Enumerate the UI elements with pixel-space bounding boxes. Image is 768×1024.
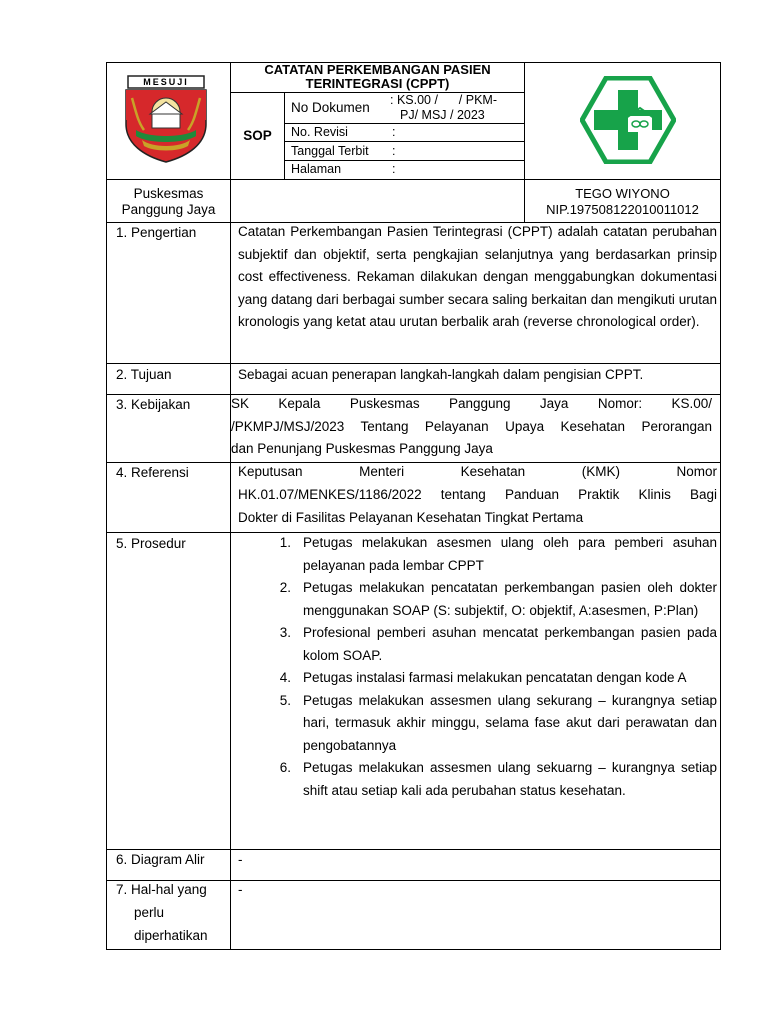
field-sep-halaman: : xyxy=(392,162,396,176)
procedure-step-number: 5. xyxy=(279,692,291,708)
field-line-2 xyxy=(284,141,525,142)
table-border-right xyxy=(720,62,721,950)
header-bottom-line xyxy=(106,179,721,180)
procedure-step-number: 6. xyxy=(279,760,291,775)
document-title-line2: TERINTEGRASI (CPPT) xyxy=(305,76,450,91)
signer-name: TEGO WIYONO xyxy=(575,186,670,201)
procedure-step xyxy=(261,622,717,667)
sop-divider xyxy=(284,92,285,180)
field-value-no-dokumen-line1: : KS.00 / / PKM- xyxy=(390,93,497,107)
row-line-tujuan xyxy=(106,363,721,364)
text-referensi-line1: Keputusan Menteri Kesehatan (KMK) Nomor xyxy=(238,464,717,479)
label-column-divider xyxy=(230,222,231,950)
procedure-list xyxy=(261,532,717,802)
puskesmas-logo xyxy=(580,76,676,164)
document-title-line1: CATATAN PERKEMBANGAN PASIEN xyxy=(264,62,491,77)
logo-caption: MESUJI xyxy=(143,77,189,87)
procedure-step-text: Petugas melakukan pencatatan perkembangan pasien oleh dokter menggunakan SOAP (S: subjektif, O: objektif, A:asesmen, P:Plan) xyxy=(303,580,717,618)
procedure-step-number: 3. xyxy=(279,625,291,640)
label-kebijakan: 3. Kebijakan xyxy=(116,397,191,412)
sop-label: SOP xyxy=(243,128,272,143)
label-tujuan: 2. Tujuan xyxy=(116,367,172,382)
field-label-no-revisi: No. Revisi xyxy=(291,125,348,139)
text-kebijakan-line2: /PKMPJ/MSJ/2023 Tentang Pelayanan Upaya Kesehatan Perorangan xyxy=(231,419,712,434)
procedure-step xyxy=(261,757,717,802)
text-referensi-line2: HK.01.07/MENKES/1186/2022 tentang Panduan Praktik Klinis Bagi xyxy=(238,487,717,502)
label-pengertian: 1. Pengertian xyxy=(116,225,197,240)
procedure-step xyxy=(261,667,717,690)
row-line-diagram xyxy=(106,849,721,850)
text-hal: - xyxy=(238,882,243,897)
field-value-no-dokumen-line2: PJ/ MSJ / 2023 xyxy=(400,108,485,122)
procedure-step-text: Petugas melakukan assesmen ulang sekuarng – kurangnya setiap shift atau setiap kali ada perubahan status kesehatan. xyxy=(303,760,717,798)
org-name-line2: Panggung Jaya xyxy=(121,202,216,217)
signer-nip: NIP.197508122010011012 xyxy=(546,202,699,217)
procedure-step-text: Petugas melakukan assesmen ulang sekurang – kurangnya setiap hari, termasuk akhir minggu, selama fase akut dari perawatan dan pengobatannya xyxy=(303,692,717,753)
text-kebijakan-line3: dan Penunjang Puskesmas Panggung Jaya xyxy=(231,441,493,456)
org-name-line1: Puskesmas xyxy=(133,186,204,201)
procedure-step-number: 1. xyxy=(279,535,291,550)
label-prosedur: 5. Prosedur xyxy=(116,536,186,551)
procedure-step xyxy=(261,532,717,577)
procedure-step xyxy=(261,690,717,758)
procedure-step-text: Petugas melakukan asesmen ulang oleh para pemberi asuhan pelayanan pada lembar CPPT xyxy=(303,535,717,573)
text-pengertian: Catatan Perkembangan Pasien Terintegrasi (CPPT) adalah catatan perubahan subjektif dan objektif, serta pengkajian selanjutnya yang berdasarkan prinsip cost effectiveness. Rekaman dilakukan dengan menggabungkan dokumentasi yang datang dari berbagai sumber secara saling berkaitan dan mengikuti urutan kronologis yang ketat atau urutan berbalik arah (reverse chronological order). xyxy=(238,224,717,329)
label-hal-line3: diperhatikan xyxy=(134,928,208,943)
procedure-step-text: Petugas instalasi farmasi melakukan pencatatan dengan kode A xyxy=(303,670,687,685)
procedure-step xyxy=(261,577,717,622)
procedure-step-number: 4. xyxy=(279,670,291,685)
label-hal-line1: 7. Hal-hal yang xyxy=(116,882,207,897)
text-kebijakan-line1: SK Kepala Puskesmas Panggung Jaya Nomor: KS.00/ xyxy=(231,396,712,411)
field-sep-no-revisi: : xyxy=(392,125,396,139)
field-label-no-dokumen: No Dokumen xyxy=(291,100,370,115)
label-hal-line2: perlu xyxy=(134,905,165,920)
field-label-tanggal-terbit: Tanggal Terbit xyxy=(291,144,369,158)
label-referensi: 4. Referensi xyxy=(116,465,189,480)
procedure-step-text: Profesional pemberi asuhan mencatat perkembangan pasien pada kolom SOAP. xyxy=(303,625,717,663)
text-referensi-line3: Dokter di Fasilitas Pelayanan Kesehatan Tingkat Pertama xyxy=(238,510,584,525)
table-border-bottom xyxy=(106,949,721,950)
label-diagram-alir: 6. Diagram Alir xyxy=(116,852,205,867)
field-sep-tanggal-terbit: : xyxy=(392,144,396,158)
mesuji-logo xyxy=(118,72,214,164)
procedure-step-number: 2. xyxy=(279,580,291,595)
text-tujuan: Sebagai acuan penerapan langkah-langkah dalam pengisian CPPT. xyxy=(238,367,644,382)
field-label-halaman: Halaman xyxy=(291,162,342,176)
text-diagram-alir: - xyxy=(238,852,243,867)
row-line-hal xyxy=(106,880,721,881)
